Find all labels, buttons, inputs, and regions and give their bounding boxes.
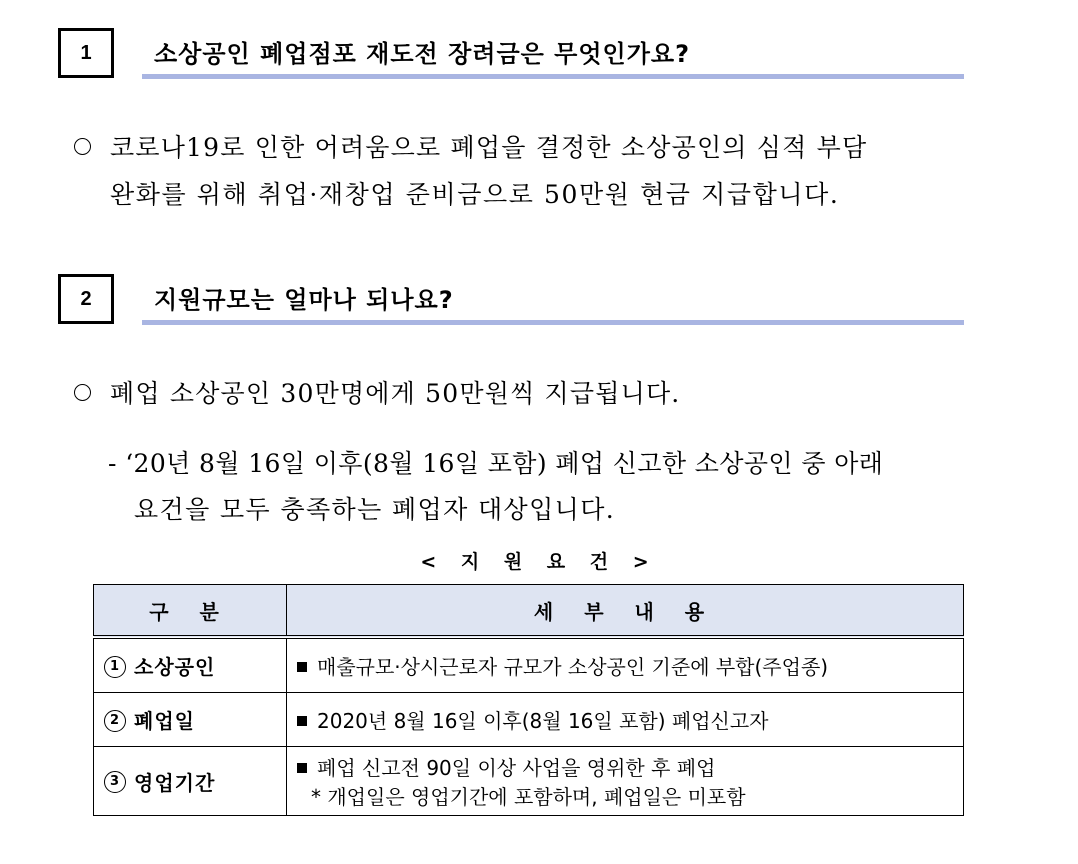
row-category: 소상공인: [134, 655, 216, 679]
row-category: 영업기간: [134, 770, 216, 795]
section-title: 소상공인 폐업점포 재도전 장려금은 무엇인가요?: [154, 40, 691, 68]
title-underline: [142, 320, 964, 325]
title-underline: [142, 74, 964, 79]
requirements-table: [93, 584, 964, 816]
circled-number: 1: [104, 656, 126, 678]
section-title: 지원규모는 얼마나 되나요?: [154, 286, 454, 314]
circle-bullet-icon: [74, 384, 91, 401]
table-row: [94, 637, 964, 693]
section-1-body-line-2: 완화를 위해 취업·재창업 준비금으로 50만원 현금 지급합니다.: [110, 180, 840, 209]
square-bullet-icon: [297, 662, 307, 672]
section-2-body-line-1: 폐업 소상공인 30만명에게 50만원씩 지급됩니다.: [110, 379, 681, 408]
row-detail: 매출규모·상시근로자 규모가 소상공인 기준에 부합(주업종): [317, 655, 829, 679]
section-1-header: [58, 28, 964, 84]
header-detail: 세 부 내 용: [287, 585, 964, 638]
circled-number: 2: [104, 710, 126, 732]
row-detail-cell: [287, 693, 964, 747]
header-category: 구 분: [94, 585, 287, 638]
section-1-body-line-1: 코로나19로 인한 어려움으로 폐업을 결정한 소상공인의 심적 부담: [110, 133, 868, 162]
row-category-cell: [94, 637, 287, 693]
row-category-cell: [94, 747, 287, 816]
row-detail: 폐업 신고전 90일 이상 사업을 영위한 후 폐업: [317, 756, 716, 780]
row-detail: 2020년 8월 16일 이후(8월 16일 포함) 폐업신고자: [317, 709, 769, 733]
table-row: [94, 693, 964, 747]
section-2-sub-line-2: 요건을 모두 충족하는 폐업자 대상입니다.: [134, 495, 616, 524]
section-2-sub-line-1: - ‘20년 8월 16일 이후(8월 16일 포함) 폐업 신고한 소상공인 중 아래: [108, 449, 884, 478]
row-detail-cell: [287, 637, 964, 693]
circle-bullet-icon: [74, 138, 91, 155]
row-detail-note: * 개업일은 영업기간에 포함하며, 폐업일은 미포함: [311, 785, 746, 809]
square-bullet-icon: [297, 716, 307, 726]
table-caption: < 지 원 요 건 >: [420, 551, 658, 573]
table-header-row: [94, 585, 964, 638]
row-detail-cell: [287, 747, 964, 816]
row-category-cell: [94, 693, 287, 747]
table-row: [94, 747, 964, 816]
square-bullet-icon: [297, 763, 307, 773]
section-2-header: [58, 274, 964, 330]
circled-number: 3: [104, 771, 126, 793]
section-number-box: 2: [58, 274, 114, 324]
row-category: 폐업일: [134, 709, 195, 733]
section-number-box: 1: [58, 28, 114, 78]
